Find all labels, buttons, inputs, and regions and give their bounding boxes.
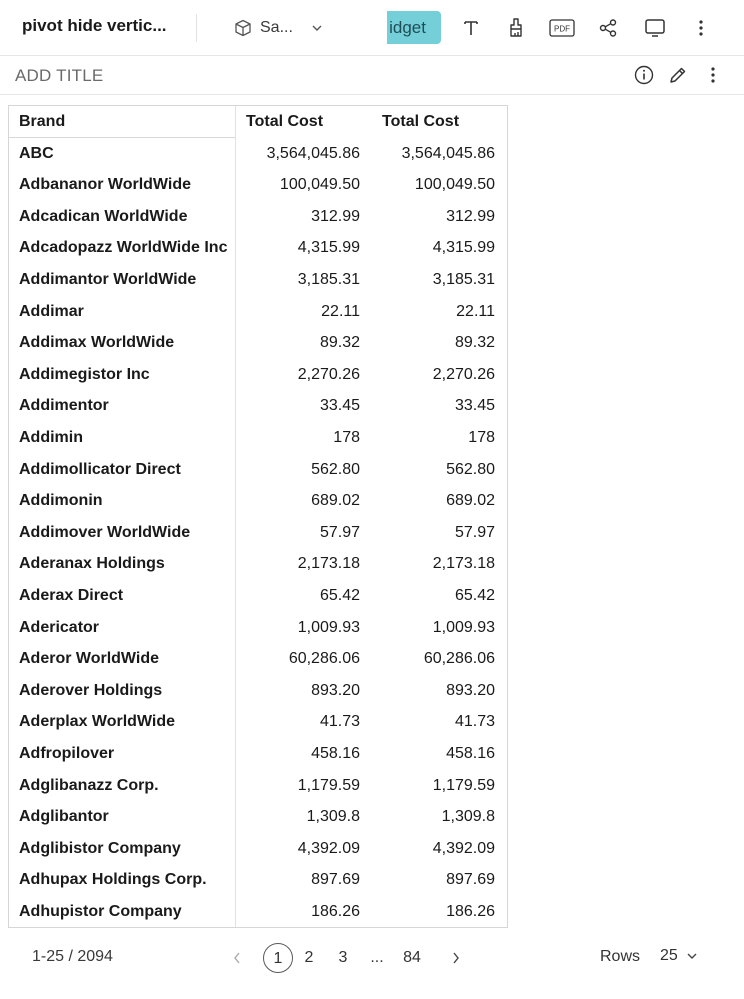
brand-cell: Adhupistor Company xyxy=(19,903,182,920)
table-row xyxy=(9,675,507,707)
table-row xyxy=(9,296,507,328)
brand-cell: Adericator xyxy=(19,618,100,636)
total-cost-cell: 33.45 xyxy=(454,397,495,415)
brand-cell: Aderor WorldWide xyxy=(19,650,160,668)
table-row xyxy=(9,706,507,738)
dashboard-title[interactable]: pivot hide vertic... xyxy=(22,16,167,35)
pdf-icon[interactable] xyxy=(549,16,575,40)
toolbar-divider xyxy=(196,14,197,42)
table-row xyxy=(9,643,507,675)
total-cost-cell: 1,309.8 xyxy=(306,808,360,826)
brand-cell: Adcadopazz WorldWide Inc xyxy=(19,239,228,257)
total-cost-cell: 1,009.93 xyxy=(297,618,360,636)
total-cost-cell: 1,179.59 xyxy=(432,776,495,794)
total-cost-cell: 57.97 xyxy=(454,523,495,541)
brand-cell: Adbananor WorldWide xyxy=(19,176,191,194)
paint-brush-icon[interactable] xyxy=(504,16,528,40)
total-cost-cell: 89.32 xyxy=(319,334,360,352)
total-cost-cell: 33.45 xyxy=(319,397,360,415)
total-cost-cell: 4,392.09 xyxy=(432,839,495,857)
total-cost-cell: 689.02 xyxy=(446,492,495,510)
table-row xyxy=(9,864,507,896)
total-cost-cell: 65.42 xyxy=(454,587,495,604)
total-cost-cell: 689.02 xyxy=(311,492,360,510)
table-row xyxy=(9,359,507,391)
total-cost-cell: 22.11 xyxy=(456,302,495,320)
edit-pencil-icon[interactable] xyxy=(667,64,689,86)
table-row xyxy=(9,801,507,833)
table-row xyxy=(9,517,507,549)
brand-cell: Adglibantor xyxy=(19,808,109,826)
column-header-brand[interactable]: Brand xyxy=(19,113,66,130)
total-cost-cell: 3,185.31 xyxy=(297,271,360,288)
total-cost-cell: 4,392.09 xyxy=(297,839,360,857)
brand-cell: Aderover Holdings xyxy=(19,681,163,699)
brand-cell: Addimover WorldWide xyxy=(19,523,191,541)
total-cost-cell: 1,179.59 xyxy=(297,776,360,794)
total-cost-cell: 3,185.31 xyxy=(432,271,495,288)
add-widget-button[interactable] xyxy=(387,11,441,44)
rows-per-page-label: Rows xyxy=(600,948,641,965)
total-cost-cell: 562.80 xyxy=(446,460,495,478)
total-cost-cell: 60,286.06 xyxy=(423,650,495,668)
more-vertical-icon[interactable] xyxy=(689,16,713,40)
datasource-selector[interactable] xyxy=(234,16,323,40)
total-cost-cell: 41.73 xyxy=(319,713,360,731)
monitor-icon[interactable] xyxy=(643,16,667,40)
total-cost-cell: 57.97 xyxy=(319,523,360,541)
prev-page-icon[interactable] xyxy=(229,943,245,973)
column-header-total-cost[interactable]: Total Cost xyxy=(382,113,460,130)
table-row xyxy=(9,612,507,644)
total-cost-cell: 65.42 xyxy=(319,587,360,604)
total-cost-cell: 100,049.50 xyxy=(279,176,360,194)
total-cost-cell: 893.20 xyxy=(446,681,495,699)
table-row xyxy=(9,264,507,296)
total-cost-cell: 178 xyxy=(468,429,495,446)
brand-cell: Addimin xyxy=(19,429,83,446)
page-ellipsis: ... xyxy=(370,949,384,966)
brand-cell: Adcadican WorldWide xyxy=(19,207,188,225)
brand-cell: Addimantor WorldWide xyxy=(19,271,197,288)
brand-cell: Addimar xyxy=(19,302,84,320)
total-cost-cell: 1,309.8 xyxy=(441,808,495,826)
dashboard-toolbar xyxy=(0,0,744,56)
rows-per-page-value: 25 xyxy=(660,947,678,964)
total-cost-cell: 89.32 xyxy=(454,334,495,352)
total-cost-cell: 2,173.18 xyxy=(297,555,360,573)
total-cost-cell: 186.26 xyxy=(446,903,495,920)
table-row xyxy=(9,738,507,770)
table-row xyxy=(9,454,507,486)
total-cost-cell: 100,049.50 xyxy=(414,176,495,194)
total-cost-cell: 458.16 xyxy=(311,745,360,762)
total-cost-cell: 893.20 xyxy=(311,681,360,699)
table-row xyxy=(9,138,507,170)
brand-cell: Aderplax WorldWide xyxy=(19,713,176,731)
widget-title-placeholder[interactable]: ADD TITLE xyxy=(15,66,104,85)
total-cost-cell: 178 xyxy=(333,429,360,446)
brand-cell: ABC xyxy=(19,144,54,162)
table-row xyxy=(9,770,507,802)
total-cost-cell: 60,286.06 xyxy=(288,650,360,668)
brand-cell: Addimax WorldWide xyxy=(19,334,175,352)
table-row xyxy=(9,327,507,359)
total-cost-cell: 458.16 xyxy=(446,745,495,762)
brand-cell: Adhupax Holdings Corp. xyxy=(19,871,207,889)
total-cost-cell: 22.11 xyxy=(321,302,360,320)
add-widget-label: idget xyxy=(389,18,426,37)
page-1-button[interactable]: 1 xyxy=(263,943,293,973)
info-icon[interactable] xyxy=(633,64,655,86)
page-3-button[interactable]: 3 xyxy=(338,949,348,966)
total-cost-cell: 4,315.99 xyxy=(432,239,495,257)
brand-cell: Adglibistor Company xyxy=(19,839,181,857)
brand-cell: Aderanax Holdings xyxy=(19,555,165,573)
table-row xyxy=(9,896,507,928)
brand-cell: Addimegistor Inc xyxy=(19,365,150,383)
pivot-table xyxy=(8,105,508,928)
row-range-text: 1-25 / 2094 xyxy=(32,948,113,965)
svg-text:PDF: PDF xyxy=(554,24,570,34)
total-cost-cell: 2,270.26 xyxy=(297,365,360,383)
chevron-down-icon xyxy=(686,950,698,962)
total-cost-cell: 897.69 xyxy=(311,871,360,889)
total-cost-cell: 897.69 xyxy=(446,871,495,889)
total-cost-cell: 562.80 xyxy=(311,460,360,478)
share-icon[interactable] xyxy=(596,16,620,40)
table-row xyxy=(9,548,507,580)
brand-cell: Addimonin xyxy=(19,492,103,510)
total-cost-cell: 41.73 xyxy=(454,713,495,731)
total-cost-cell: 4,315.99 xyxy=(297,239,360,257)
table-row xyxy=(9,580,507,612)
datasource-label: Sa... xyxy=(260,19,293,36)
more-vertical-icon[interactable] xyxy=(702,64,724,86)
table-row xyxy=(9,485,507,517)
total-cost-cell: 312.99 xyxy=(311,207,360,225)
cube-icon xyxy=(234,19,252,37)
next-page-icon[interactable] xyxy=(448,943,464,973)
pagination-bar xyxy=(0,938,744,978)
brand-cell: Adglibanazz Corp. xyxy=(19,776,159,794)
brand-cell: Aderax Direct xyxy=(19,587,124,604)
total-cost-cell: 1,009.93 xyxy=(432,618,495,636)
page-2-button[interactable]: 2 xyxy=(304,949,314,966)
table-row xyxy=(9,232,507,264)
total-cost-cell: 3,564,045.86 xyxy=(266,144,360,162)
table-header-row xyxy=(9,106,507,138)
total-cost-cell: 3,564,045.86 xyxy=(401,144,495,162)
page-84-button[interactable]: 84 xyxy=(403,949,421,966)
chevron-down-icon xyxy=(311,22,323,34)
total-cost-cell: 186.26 xyxy=(311,903,360,920)
table-row xyxy=(9,201,507,233)
column-header-total-cost[interactable]: Total Cost xyxy=(246,113,324,130)
brand-cell: Adfropilover xyxy=(19,745,115,762)
rows-per-page-select[interactable] xyxy=(660,947,698,965)
brand-cell: Addimentor xyxy=(19,397,109,415)
total-cost-cell: 312.99 xyxy=(446,207,495,225)
widget-title-bar xyxy=(0,57,744,95)
table-row xyxy=(9,422,507,454)
table-row xyxy=(9,390,507,422)
total-cost-cell: 2,173.18 xyxy=(432,555,495,573)
table-row xyxy=(9,169,507,201)
total-cost-cell: 2,270.26 xyxy=(432,365,495,383)
table-row xyxy=(9,833,507,865)
text-icon[interactable] xyxy=(459,16,483,40)
brand-cell: Addimollicator Direct xyxy=(19,460,181,478)
